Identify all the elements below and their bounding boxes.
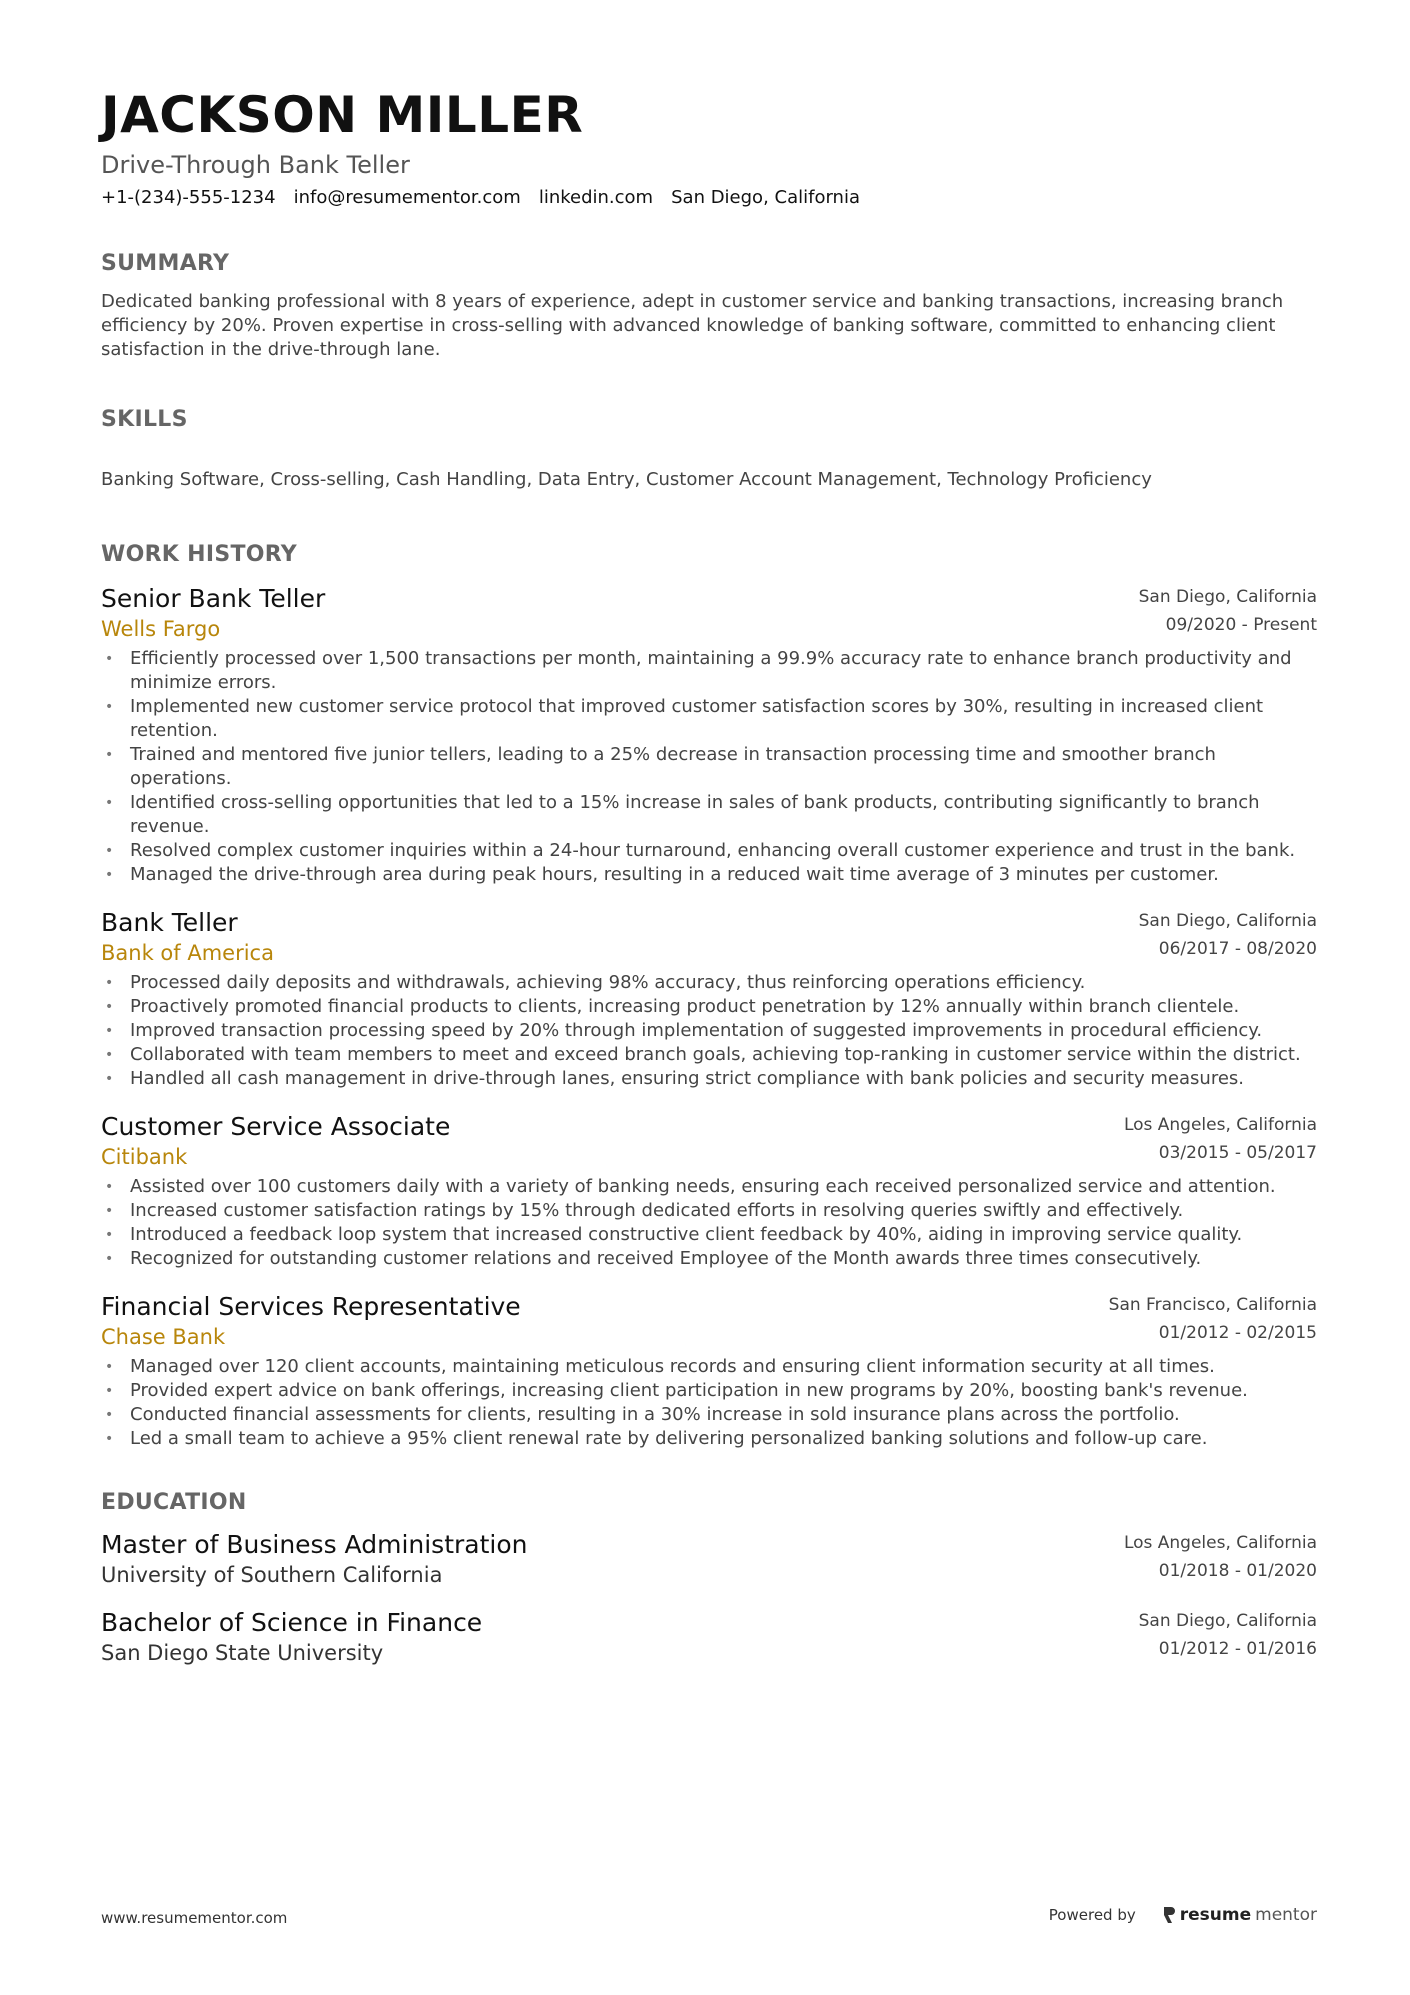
bullet-text: Implemented new customer service protocol that improved customer satisfaction scores by 30%, resulting in increased client retention.	[130, 696, 1264, 741]
bullet-dot-icon: •	[105, 843, 114, 859]
skills-text: Banking Software, Cross-selling, Cash Handling, Data Entry, Customer Account Management, Technology Proficiency	[101, 469, 1152, 490]
contact-line	[101, 186, 1317, 210]
resume-content	[101, 88, 1317, 1667]
bullet-dot-icon: •	[105, 1359, 114, 1375]
job-meta	[1109, 1291, 1317, 1347]
education-location: San Diego, California	[1138, 1611, 1317, 1631]
bullet-dot-icon: •	[105, 651, 114, 667]
bullet-text: Provided expert advice on bank offerings, increasing client participation in new programs by 20%, boosting bank's revenue.	[130, 1380, 1248, 1401]
job-dates: 03/2015 - 05/2017	[1158, 1143, 1317, 1163]
education-left	[101, 1607, 482, 1667]
bullet-item	[101, 863, 1317, 887]
job-bullets	[101, 647, 1317, 887]
bullet-dot-icon: •	[105, 795, 114, 811]
bullet-item	[101, 1247, 1317, 1271]
education-dates: 01/2012 - 01/2016	[1158, 1639, 1317, 1659]
bullet-text: Managed the drive-through area during peak hours, resulting in a reduced wait time average of 3 minutes per customer.	[130, 864, 1219, 885]
bullet-dot-icon: •	[105, 1047, 114, 1063]
job-left	[101, 583, 325, 643]
phone: +1-(234)-555-1234	[101, 187, 276, 208]
bullet-dot-icon: •	[105, 1251, 114, 1267]
job-entry	[101, 1111, 1317, 1271]
job-left	[101, 1111, 450, 1171]
job-location: San Francisco, California	[1108, 1295, 1317, 1315]
bullet-item	[101, 1379, 1317, 1403]
bullet-item	[101, 1175, 1317, 1199]
education-meta	[1139, 1607, 1317, 1663]
bullet-item	[101, 743, 1317, 791]
summary-heading: SUMMARY	[101, 251, 230, 276]
bullet-text: Assisted over 100 customers daily with a variety of banking needs, ensuring each received personalized service and attention.	[130, 1176, 1276, 1197]
bullet-text: Processed daily deposits and withdrawals, achieving 98% accuracy, thus reinforcing operations efficiency.	[130, 972, 1086, 993]
work-history-heading: WORK HISTORY	[101, 542, 298, 567]
resumementor-logo-icon	[1162, 1905, 1176, 1925]
bullet-text: Managed over 120 client accounts, maintaining meticulous records and ensuring client information security at all times.	[130, 1356, 1215, 1377]
bullet-text: Conducted financial assessments for clients, resulting in a 30% increase in sold insurance plans across the portfolio.	[130, 1404, 1180, 1425]
bullet-text: Proactively promoted financial products to clients, increasing product penetration by 12% annually within branch clientele.	[130, 996, 1240, 1017]
candidate-name: JACKSON MILLER	[101, 86, 584, 144]
summary-section	[101, 250, 1317, 362]
job-entry	[101, 583, 1317, 887]
school-name: University of Southern California	[101, 1563, 443, 1587]
bullet-text: Improved transaction processing speed by 20% through implementation of suggested improvements in procedural efficiency.	[130, 1020, 1263, 1041]
job-header	[101, 1111, 1317, 1171]
job-dates: 09/2020 - Present	[1165, 615, 1317, 635]
bullet-text: Trained and mentored five junior tellers, leading to a 25% decrease in transaction processing time and smoother branch operations.	[130, 744, 1216, 789]
bullet-dot-icon: •	[105, 1203, 114, 1219]
footer-branding	[1049, 1905, 1317, 1925]
education-header	[101, 1529, 1317, 1589]
job-bullets	[101, 971, 1317, 1091]
bullet-text: Collaborated with team members to meet and exceed branch goals, achieving top-ranking in customer service within the district.	[130, 1044, 1301, 1065]
bullet-item	[101, 1019, 1317, 1043]
job-meta	[1124, 1111, 1317, 1167]
job-location: San Diego, California	[1138, 587, 1317, 607]
footer-website[interactable]: www.resumementor.com	[101, 1909, 288, 1927]
bullet-item	[101, 995, 1317, 1019]
bullet-dot-icon: •	[105, 999, 114, 1015]
bullet-item	[101, 1223, 1317, 1247]
bullet-dot-icon: •	[105, 1431, 114, 1447]
location: San Diego, California	[671, 187, 860, 208]
education-entry	[101, 1607, 1317, 1667]
summary-text: Dedicated banking professional with 8 years of experience, adept in customer service and banking transactions, increasing branch efficiency by 20%. Proven expertise in cross-selling with advanced knowledge of banking software, committed to enhancing client satisfaction in the drive-through lane.	[101, 291, 1284, 360]
bullet-dot-icon: •	[105, 1071, 114, 1087]
job-left	[101, 907, 274, 967]
header	[101, 88, 1317, 210]
powered-by-label: Powered by	[1048, 1906, 1136, 1924]
bullet-text: Recognized for outstanding customer relations and received Employee of the Month awards three times consecutively.	[130, 1248, 1202, 1269]
job-header	[101, 583, 1317, 643]
skills-section	[101, 406, 1317, 492]
education-dates: 01/2018 - 01/2020	[1158, 1561, 1317, 1581]
job-left	[101, 1291, 521, 1351]
job-meta	[1139, 907, 1317, 963]
job-bullets	[101, 1175, 1317, 1271]
bullet-text: Introduced a feedback loop system that increased constructive client feedback by 40%, aiding in improving service quality.	[130, 1224, 1243, 1245]
bullet-dot-icon: •	[105, 867, 114, 883]
bullet-text: Handled all cash management in drive-through lanes, ensuring strict compliance with bank policies and security measures.	[130, 1068, 1245, 1089]
company-name: Bank of America	[101, 941, 274, 965]
job-title: Financial Services Representative	[101, 1292, 521, 1321]
bullet-dot-icon: •	[105, 1179, 114, 1195]
job-list	[101, 583, 1317, 1451]
job-bullets	[101, 1355, 1317, 1451]
job-entry	[101, 907, 1317, 1091]
bullet-dot-icon: •	[105, 975, 114, 991]
bullet-item	[101, 1355, 1317, 1379]
bullet-item	[101, 695, 1317, 743]
bullet-dot-icon: •	[105, 747, 114, 763]
bullet-text: Resolved complex customer inquiries within a 24-hour turnaround, enhancing overall customer experience and trust in the bank.	[130, 840, 1296, 861]
education-header	[101, 1607, 1317, 1667]
brand-light: mentor	[1255, 1905, 1317, 1925]
bullet-item	[101, 647, 1317, 695]
education-list	[101, 1529, 1317, 1667]
brand-logo[interactable]	[1162, 1905, 1317, 1925]
degree: Master of Business Administration	[101, 1530, 528, 1559]
degree: Bachelor of Science in Finance	[101, 1608, 483, 1637]
education-location: Los Angeles, California	[1123, 1533, 1317, 1553]
education-section	[101, 1489, 1317, 1667]
education-left	[101, 1529, 528, 1589]
job-title: Bank Teller	[101, 908, 238, 937]
bullet-text: Efficiently processed over 1,500 transactions per month, maintaining a 99.9% accuracy rate to enhance branch productivity and minimize errors.	[130, 648, 1292, 693]
bullet-text: Identified cross-selling opportunities that led to a 15% increase in sales of bank products, contributing significantly to branch revenue.	[130, 792, 1260, 837]
job-title: Customer Service Associate	[101, 1112, 451, 1141]
bullet-text: Led a small team to achieve a 95% client renewal rate by delivering personalized banking solutions and follow-up care.	[130, 1428, 1208, 1449]
company-name: Chase Bank	[101, 1325, 226, 1349]
bullet-item	[101, 1067, 1317, 1091]
job-title: Senior Bank Teller	[101, 584, 326, 613]
job-entry	[101, 1291, 1317, 1451]
bullet-dot-icon: •	[105, 1227, 114, 1243]
education-meta	[1124, 1529, 1317, 1585]
job-header	[101, 1291, 1317, 1351]
company-name: Wells Fargo	[101, 617, 221, 641]
company-name: Citibank	[101, 1145, 188, 1169]
bullet-item	[101, 1427, 1317, 1451]
job-dates: 01/2012 - 02/2015	[1158, 1323, 1317, 1343]
bullet-item	[101, 971, 1317, 995]
bullet-dot-icon: •	[105, 1407, 114, 1423]
school-name: San Diego State University	[101, 1641, 384, 1665]
bullet-dot-icon: •	[105, 1023, 114, 1039]
job-dates: 06/2017 - 08/2020	[1158, 939, 1317, 959]
bullet-item	[101, 791, 1317, 839]
job-location: San Diego, California	[1138, 911, 1317, 931]
linkedin[interactable]: linkedin.com	[538, 187, 654, 208]
bullet-dot-icon: •	[105, 1383, 114, 1399]
bullet-item	[101, 1403, 1317, 1427]
email[interactable]: info@resumementor.com	[293, 187, 521, 208]
skills-heading: SKILLS	[101, 407, 188, 432]
education-heading: EDUCATION	[101, 1490, 247, 1515]
work-history-section	[101, 541, 1317, 1451]
job-location: Los Angeles, California	[1123, 1115, 1317, 1135]
job-meta	[1139, 583, 1317, 639]
bullet-item	[101, 839, 1317, 863]
candidate-title: Drive-Through Bank Teller	[101, 151, 410, 179]
job-header	[101, 907, 1317, 967]
bullet-dot-icon: •	[105, 699, 114, 715]
brand-bold: resume	[1179, 1905, 1252, 1925]
education-entry	[101, 1529, 1317, 1589]
bullet-item	[101, 1043, 1317, 1067]
bullet-text: Increased customer satisfaction ratings by 15% through dedicated efforts in resolving queries swiftly and effectively.	[130, 1200, 1184, 1221]
bullet-item	[101, 1199, 1317, 1223]
